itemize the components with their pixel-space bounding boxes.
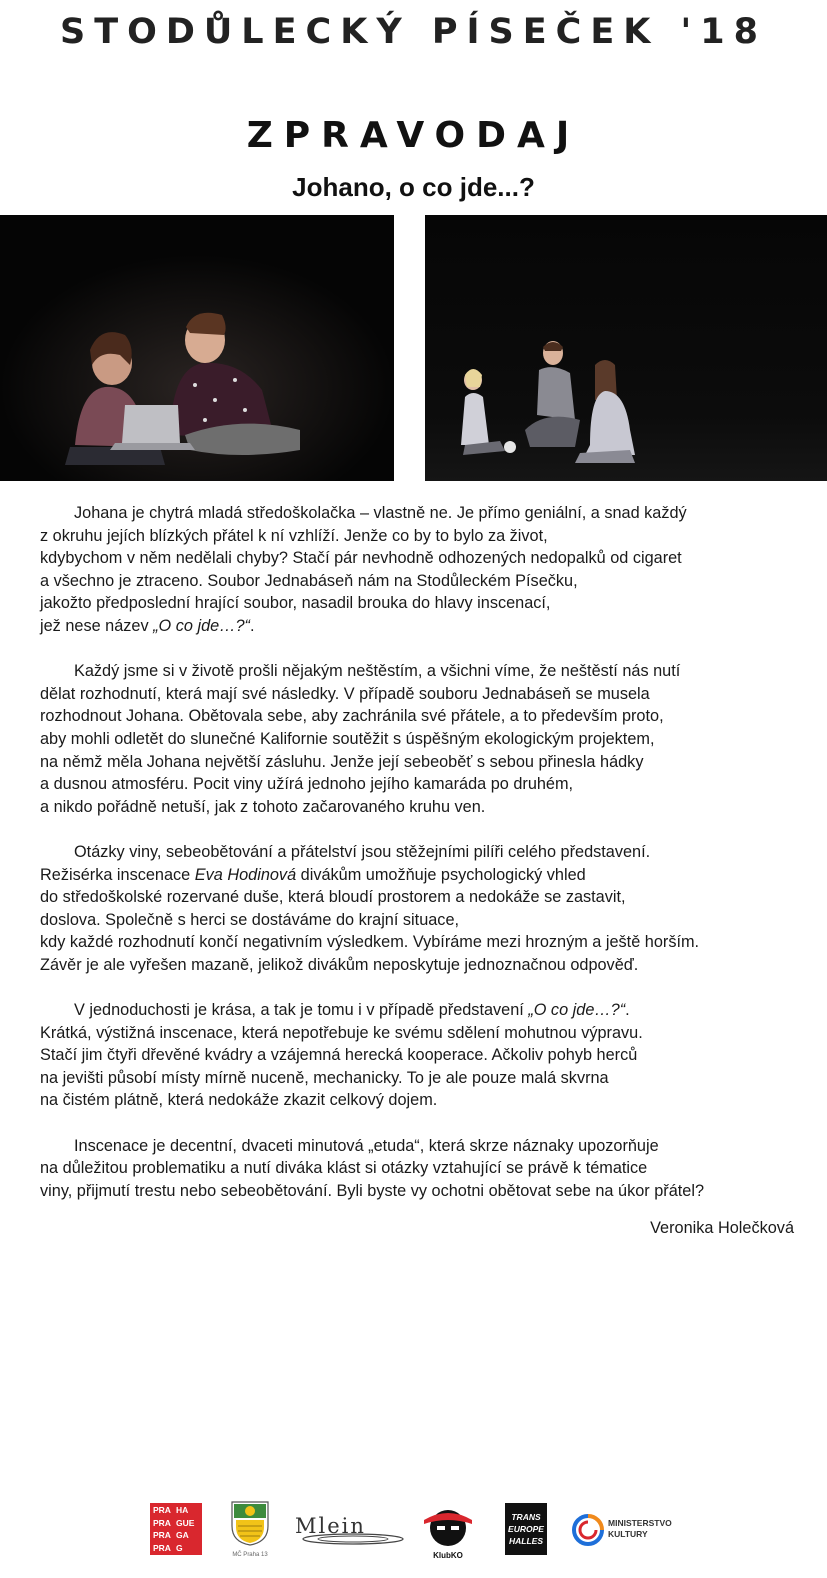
text-line: Každý jsme si v životě prošli nějakým neštěstím, a všichni víme, že neštěstí nás nutí xyxy=(74,662,681,681)
ministerstvo-kultury-logo: MINISTERSTVO KULTURY xyxy=(572,1514,692,1548)
photo-actors-laptop xyxy=(0,215,394,481)
festival-title: STODŮLECKÝ PÍSEČEK '18 xyxy=(60,12,767,52)
praha-logo: PRA HA PRA GUE PRA GA PRA G xyxy=(150,1503,202,1555)
mlein-logo: Mlein xyxy=(295,1514,405,1544)
text-line: na čistém plátně, která nedokáže zkazit celkový dojem. xyxy=(40,1091,438,1110)
text-line: aby mohli odletět do slunečné Kalifornie soutěžit s úspěšným ekologickým projektem, xyxy=(40,729,655,748)
text-line: Otázky viny, sebeobětování a přátelství jsou stěžejními pilíři celého představení. xyxy=(74,842,651,861)
text-line: Závěr je ale vyřešen mazaně, jelikož divákům neposkytuje jednoznačnou odpověď. xyxy=(40,955,639,974)
photo-three-actors xyxy=(425,215,827,481)
text-line: Krátká, výstižná inscenace, která nepotřebuje ke svému sdělení mohutnou výpravu. xyxy=(40,1023,643,1042)
sponsor-logos xyxy=(0,1500,827,1560)
text-line: a dusnou atmosféru. Pocit viny užírá jednoho jejího kamaráda po druhém, xyxy=(40,775,574,794)
author-name: Veronika Holečková xyxy=(650,1219,794,1237)
text-line: kdy každé rozhodnutí končí negativním výsledkem. Vybíráme mezi hrozným a ještě horším. xyxy=(40,933,700,952)
text-line: Stačí jim čtyři dřevěné kvádry a vzájemná herecká kooperace. Ačkoliv pohyb herců xyxy=(40,1046,638,1065)
article-title: Johano, o co jde...? xyxy=(292,172,535,202)
mc-praha13-crest: MČ Praha 13 xyxy=(228,1500,272,1560)
section-title: ZPRAVODAJ xyxy=(246,115,581,156)
text-line: a všechno je ztraceno. Soubor Jednabáseň nám na Stodůleckém Písečku, xyxy=(40,571,578,590)
text-line: jakožto předposlední hrající soubor, nasadil brouka do hlavy inscenací, xyxy=(40,594,551,613)
text-line: V jednoduchosti je krása, a tak je tomu i v případě představení „O co jde…?“. xyxy=(74,1001,630,1020)
text-line: doslova. Společně s herci se dostáváme do krajní situace, xyxy=(40,910,460,929)
text-line: viny, přijmutí trestu nebo sebeobětování. Byli byste vy ochotni obětovat sebe na úkor přátel? xyxy=(40,1181,704,1200)
klubko-logo: KlubKO xyxy=(420,1502,476,1558)
text-line: do středoškolské rozervané duše, která bloudí prostorem a nedokáže se zastavit, xyxy=(40,888,626,907)
text-line: na němž měla Johana největší zásluhu. Jenže její sebeoběť s sebou přinesla hádky xyxy=(40,752,644,771)
text-line: a nikdo pořádně netuší, jak z tohoto začarovaného kruhu ven. xyxy=(40,797,486,816)
text-line: jež nese název „O co jde…?“. xyxy=(40,616,255,635)
article-body xyxy=(40,502,800,1202)
trans-europe-halles-logo: TRANS EUROPE HALLES xyxy=(505,1503,547,1555)
text-line: Johana je chytrá mladá středoškolačka – vlastně ne. Je přímo geniální, a snad každý xyxy=(74,504,687,522)
text-line: dělat rozhodnutí, která mají své následky. V případě souboru Jednabáseň se musela xyxy=(40,684,650,703)
text-line: Inscenace je decentní, dvaceti minutová „etuda“, která skrze náznaky upozorňuje xyxy=(74,1136,659,1155)
text-line: rozhodnout Johana. Obětovala sebe, aby zachránila své přátele, a to především proto, xyxy=(40,707,664,726)
text-line: na jevišti působí místy mírně nuceně, mechanicky. To je ale pouze malá skvrna xyxy=(40,1068,609,1087)
text-line: na důležitou problematiku a nutí diváka klást si otázky vztahující se právě k tématice xyxy=(40,1159,648,1178)
text-line: z okruhu jejích blízkých přátel k ní vzhlíží. Jenže co by to bylo za život, xyxy=(40,526,548,545)
text-line: kdybychom v něm nedělali chyby? Stačí pár nevhodně odhozených nedopalků od cigaret xyxy=(40,549,682,568)
text-line: Režisérka inscenace Eva Hodinová divákům umožňuje psychologický vhled xyxy=(40,865,586,884)
